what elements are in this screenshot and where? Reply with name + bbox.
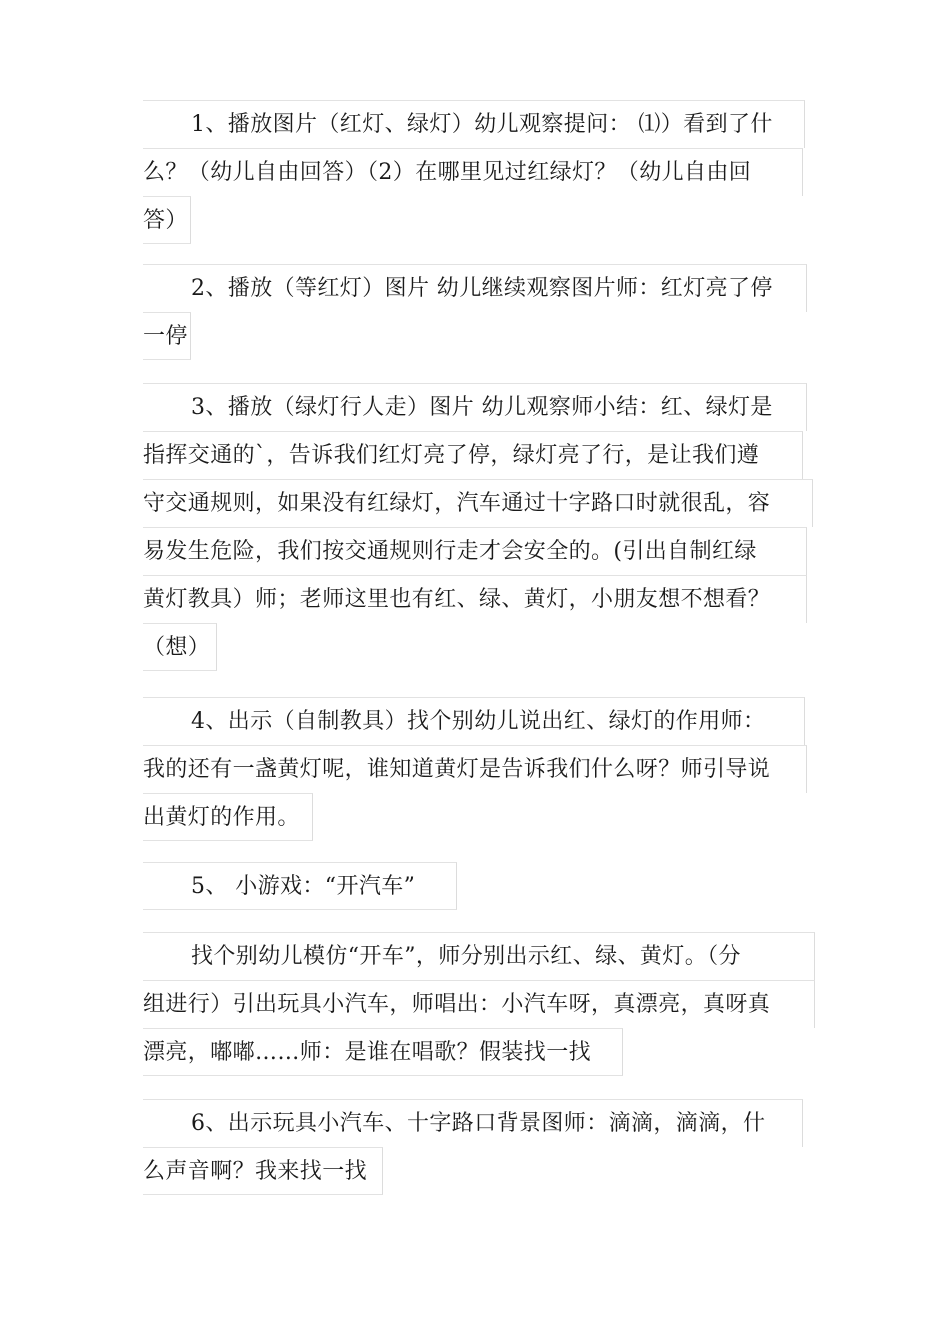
paragraph-5	[143, 862, 823, 910]
text-line: 组进行）引出玩具小汽车，师唱出：小汽车呀，真漂亮，真呀真	[143, 980, 815, 1028]
text-line: 一停	[143, 312, 191, 360]
paragraph-7	[143, 1099, 823, 1195]
text-line: 找个别幼儿模仿“开车”，师分别出示红、绿、黄灯。（分	[143, 932, 815, 980]
text-line: 漂亮，嘟嘟……师：是谁在唱歌？假装找一找	[143, 1028, 623, 1076]
text-line: 2、播放（等红灯）图片 幼儿继续观察图片师：红灯亮了停	[143, 264, 807, 312]
text-line: 黄灯教具）师；老师这里也有红、绿、黄灯，小朋友想不想看？	[143, 575, 807, 623]
paragraph-4	[143, 697, 823, 841]
text-line: 易发生危险，我们按交通规则行走才会安全的。(引出自制红绿	[143, 527, 807, 575]
text-line: 4、出示（自制教具）找个别幼儿说出红、绿灯的作用师：	[143, 697, 805, 745]
paragraph-1	[143, 100, 823, 244]
paragraph-3	[143, 383, 823, 671]
text-line: 么声音啊？我来找一找	[143, 1147, 383, 1195]
text-line: 3、播放（绿灯行人走）图片 幼儿观察师小结：红、绿灯是	[143, 383, 807, 431]
paragraph-2	[143, 264, 823, 360]
text-line: 6、出示玩具小汽车、十字路口背景图师：滴滴，滴滴，什	[143, 1099, 803, 1147]
text-line: 1、播放图片（红灯、绿灯）幼儿观察提问： ⑴）看到了什	[143, 100, 805, 148]
text-line: （想）	[143, 623, 217, 671]
text-line: 么？（幼儿自由回答）（2）在哪里见过红绿灯？（幼儿自由回	[143, 148, 803, 196]
paragraph-6	[143, 932, 823, 1076]
text-line: 5、 小游戏：“开汽车”	[143, 862, 457, 910]
text-line: 指挥交通的`，告诉我们红灯亮了停，绿灯亮了行，是让我们遵	[143, 431, 803, 479]
text-line: 我的还有一盏黄灯呢，谁知道黄灯是告诉我们什么呀？师引导说	[143, 745, 807, 793]
text-line: 答）	[143, 196, 191, 244]
text-line: 出黄灯的作用。	[143, 793, 313, 841]
text-line: 守交通规则，如果没有红绿灯，汽车通过十字路口时就很乱，容	[143, 479, 813, 527]
